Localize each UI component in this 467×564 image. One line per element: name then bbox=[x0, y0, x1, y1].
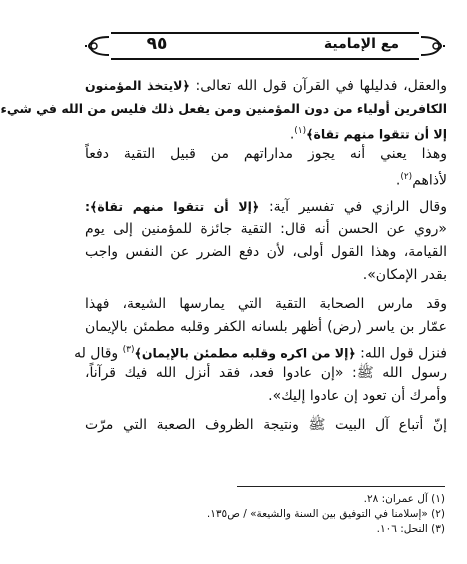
text-run: لأذاهم bbox=[412, 172, 447, 189]
text-run: . bbox=[289, 126, 295, 143]
text-run: «روي عن الحسن أنه قال: التقية جائزة للمؤمنين إلى يوم bbox=[85, 221, 447, 237]
text-line bbox=[85, 264, 447, 287]
text-run: وقد مارس الصحابة التقية التي يمارسها الشيعة، فهذا bbox=[85, 296, 447, 312]
text-run: وهذا يعني أنه يجوز مداراتهم من قبيل التقية دفعاً bbox=[85, 146, 447, 162]
running-title: مع الإمامية bbox=[323, 36, 399, 52]
ornament-right-icon bbox=[419, 35, 445, 57]
quran-quote: ﴿إلا من اكره وقلبه مطمئن بالإيمان﴾ bbox=[134, 345, 356, 361]
text-run: وقال الرازي في تفسير آية: bbox=[259, 199, 447, 215]
text-run: عمّار بن ياسر (رض) أظهر بلسانه الكفر وقلبه مطمئن بالإيمان bbox=[85, 319, 447, 335]
text-line bbox=[85, 166, 447, 189]
quran-quote: ﴿لايتخذ المؤمنون bbox=[85, 78, 190, 93]
footnotes bbox=[83, 492, 445, 537]
quran-quote: الكافرين أولياء من دون المؤمنين ومن يفعل ذلك فليس من الله في شيء bbox=[0, 101, 447, 116]
text-line bbox=[85, 195, 447, 218]
ornament-left-icon bbox=[85, 35, 111, 57]
text-line bbox=[85, 385, 447, 408]
text-run: وأمرك أن تعود إن عادوا إليك». bbox=[268, 388, 447, 404]
text-run: القيامة، وهذا القول أولى، لأن دفع الضرر عن النفس واجب bbox=[85, 244, 447, 260]
text-line bbox=[85, 293, 447, 316]
quran-quote: إلا أن تتقوا منهم تقاة﴾ bbox=[306, 126, 447, 142]
text-line bbox=[74, 339, 447, 362]
body-text bbox=[0, 74, 447, 437]
text-line bbox=[85, 241, 447, 264]
text-line bbox=[85, 414, 447, 437]
text-line bbox=[85, 218, 447, 241]
text-run: وقال له bbox=[74, 345, 123, 362]
text-run: فنزل قول الله: bbox=[355, 345, 447, 362]
footnote-ref: (٣) bbox=[122, 345, 135, 355]
text-line bbox=[85, 362, 447, 385]
footnote-ref: (٢) bbox=[400, 172, 413, 182]
header-bottom-rule bbox=[111, 58, 419, 60]
text-line bbox=[0, 97, 447, 120]
footnote-ref: (١) bbox=[294, 126, 307, 136]
text-run: إنّ أتباع آل البيت ﷺ ونتيجة الظروف الصعبة التي مرّت bbox=[85, 417, 447, 433]
text-run: رسول الله ﷺ: «إن عادوا فعد، فقد أنزل الله فيك قرآناً، bbox=[85, 365, 447, 381]
footnote: (٢) «إسلامنا في التوفيق بين السنة والشيعة» / ص١٣٥. bbox=[206, 508, 445, 520]
page-number: ٩٥ bbox=[146, 34, 168, 54]
page-header bbox=[85, 28, 445, 64]
text-run: بقدر الإمكان». bbox=[362, 267, 447, 283]
footnote: (١) آل عمران: ٢٨. bbox=[363, 493, 445, 505]
text-line bbox=[85, 316, 447, 339]
text-line bbox=[85, 74, 447, 97]
quran-quote: ﴿إلا أن تتقوا منهم تقاة﴾: bbox=[85, 199, 260, 214]
footnote-separator bbox=[237, 486, 445, 487]
text-line bbox=[85, 120, 447, 143]
text-line bbox=[85, 143, 447, 166]
text-run: . bbox=[395, 172, 401, 189]
footnote: (٣) النحل: ١٠٦. bbox=[376, 523, 445, 535]
text-run: والعقل، فدليلها في القرآن قول الله تعالى: bbox=[189, 78, 447, 94]
